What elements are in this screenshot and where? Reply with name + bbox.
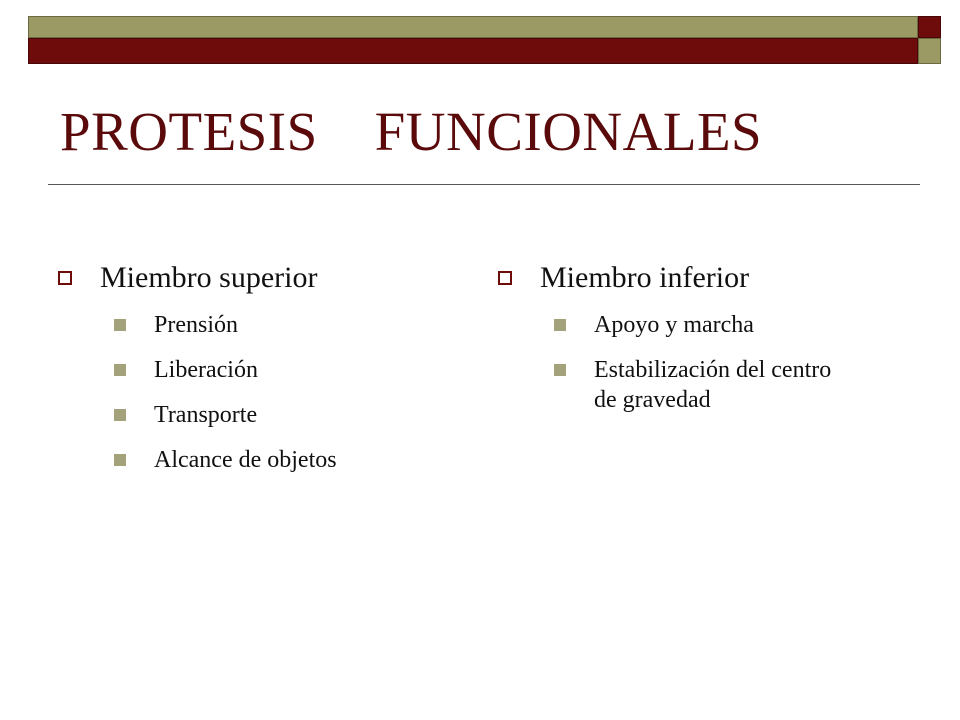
- list-item: [58, 445, 337, 475]
- bullet-heading-text: Miembro inferior: [540, 261, 750, 294]
- left-column: [58, 258, 337, 490]
- bullet-miembro-superior: [58, 258, 337, 298]
- filled-square-bullet-icon: [114, 319, 126, 331]
- filled-square-bullet-icon: [114, 364, 126, 376]
- list-item: [498, 355, 854, 415]
- list-item: [498, 310, 854, 340]
- bullet-miembro-inferior: [498, 258, 854, 298]
- list-item: [58, 355, 337, 385]
- header-band: [28, 16, 941, 64]
- filled-square-bullet-icon: [554, 364, 566, 376]
- right-column: [498, 258, 854, 430]
- list-item-text: Transporte: [154, 402, 258, 428]
- sub-bullet-list: [58, 310, 337, 475]
- title-divider: [48, 184, 920, 185]
- slide-title: PROTESIS FUNCIONALES: [60, 101, 763, 162]
- list-item: [58, 310, 337, 340]
- filled-square-bullet-icon: [114, 409, 126, 421]
- header-band-red-stripe: [28, 38, 918, 64]
- header-corner-olive-square: [918, 38, 941, 64]
- list-item-text: Prensión: [154, 312, 238, 338]
- hollow-square-bullet-icon: [58, 271, 72, 285]
- list-item-text: Liberación: [154, 357, 258, 383]
- filled-square-bullet-icon: [114, 454, 126, 466]
- filled-square-bullet-icon: [554, 319, 566, 331]
- list-item-text: Apoyo y marcha: [594, 312, 754, 338]
- list-item: [58, 400, 337, 430]
- header-band-olive-stripe: [28, 16, 918, 38]
- sub-bullet-list: [498, 310, 854, 415]
- bullet-heading-text: Miembro superior: [100, 261, 318, 294]
- list-item-text: Estabilización del centro de gravedad: [594, 357, 832, 413]
- list-item-text: Alcance de objetos: [154, 447, 337, 473]
- hollow-square-bullet-icon: [498, 271, 512, 285]
- header-corner-red-square: [918, 16, 941, 38]
